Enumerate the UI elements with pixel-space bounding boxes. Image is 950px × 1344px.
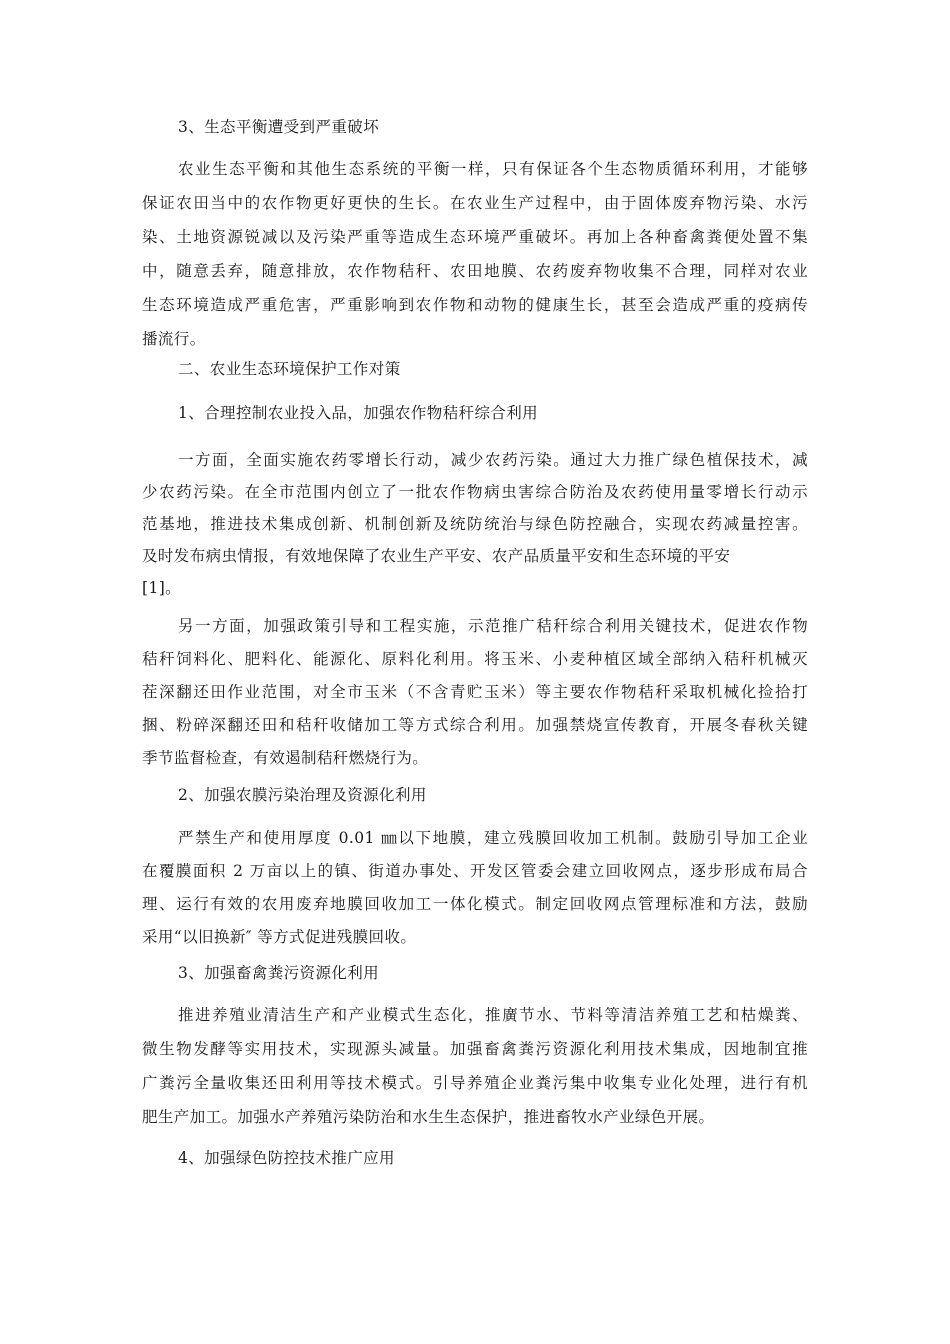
text-line: 推进养殖业清洁生产和产业模式生态化，推廣节水、节料等清洁养殖工艺和枯燥粪、 (178, 1006, 808, 1024)
text-line: 捆、粉碎深翻还田和秸秆收储加工等方式综合利用。加强禁烧宣传教育，开展冬春秋关键 (142, 716, 808, 734)
section-heading-ecological-balance: 3、生态平衡遭受到严重破坏 (178, 118, 380, 136)
text-line: [1]。 (142, 579, 182, 597)
section-heading-manure: 3、加强畜禽粪污资源化利用 (178, 964, 380, 982)
text-line: 秸秆饲料化、肥料化、能源化、原料化利用。将玉米、小麦种植区域全部纳入秸秆机械灭 (142, 650, 808, 668)
text-line: 少农药污染。在全市范围内创立了一批农作物病虫害综合防治及农药使用量零增长行动示 (142, 483, 808, 501)
text-line: 染、土地资源锐减以及污染严重等造成生态环境严重破坏。再加上各种畜禽粪便处置不集 (142, 228, 808, 246)
text-line: 严禁生产和使用厚度 0.01 ㎜以下地膜，建立残膜回收加工机制。鼓励引导加工企业 (178, 829, 808, 847)
text-line: 生态环境造成严重危害，严重影响到农作物和动物的健康生长，甚至会造成严重的疫病传 (142, 296, 808, 314)
text-line: 保证农田当中的农作物更好更快的生长。在农业生产过程中，由于固体废弃物污染、水污 (142, 194, 808, 212)
text-line: 中，随意丢弃，随意排放，农作物秸秆、农田地膜、农药废弃物收集不合理，同样对农业 (142, 262, 808, 280)
text-line: 播流行。 (142, 330, 206, 348)
paragraph-pesticide (142, 450, 808, 598)
paragraph-film (142, 828, 808, 947)
section-heading-green-control: 4、加强绿色防控技术推广应用 (178, 1149, 395, 1167)
text-line: 季节监督检查，有效遏制秸秆燃烧行为。 (142, 749, 429, 767)
text-line: 采用“以旧换新″ 等方式促进残膜回收。 (142, 928, 417, 946)
section-heading-film: 2、加强农膜污染治理及资源化利用 (178, 786, 427, 804)
text-line: 农业生态平衡和其他生态系统的平衡一样，只有保证各个生态物质循环利用，才能够 (178, 160, 808, 178)
text-line: 肥生产加工。加强水产养殖污染防治和水生生态保护，推进畜牧水产业绿色开展。 (142, 1108, 715, 1126)
text-line: 一方面，全面实施农药零增长行动，减少农药污染。通过大力推广绿色植保技术，减 (178, 451, 808, 469)
text-line: 广粪污全量收集还田利用等技术模式。引导养殖企业粪污集中收集专业化处理，进行有机 (142, 1074, 808, 1092)
text-line: 在覆膜面积 2 万亩以上的镇、街道办事处、开发区管委会建立回收网点，逐步形成布局合 (142, 862, 808, 880)
paragraph-ecological-balance (142, 159, 808, 349)
text-line: 另一方面，加强政策引导和工程实施，示范推广秸秆综合利用关键技术，促进农作物 (178, 617, 808, 635)
text-line: 茬深翻还田作业范围，对全市玉米（不含青贮玉米）等主要农作物秸秆采取机械化捡拾打 (142, 683, 808, 701)
paragraph-straw (142, 616, 808, 768)
section-heading-inputs-straw: 1、合理控制农业投入品，加强农作物秸秆综合利用 (178, 404, 539, 422)
text-line: 微生物发酵等实用技术，实现源头减量。加强畜禽粪污资源化利用技术集成，因地制宜推 (142, 1040, 808, 1058)
text-line: 及时发布病虫情报，有效地保障了农业生产平安、农产品质量平安和生态环境的平安 (142, 547, 731, 565)
paragraph-manure (142, 1005, 808, 1127)
text-line: 理、运行有效的农用废弃地膜回收加工一体化模式。制定回收网点管理标准和方法，鼓励 (142, 895, 808, 913)
text-line: 范基地，推进技术集成创新、机制创新及统防统治与绿色防控融合，实现农药减量控害。 (142, 515, 808, 533)
chapter-heading-countermeasures: 二、农业生态环境保护工作对策 (178, 360, 401, 378)
